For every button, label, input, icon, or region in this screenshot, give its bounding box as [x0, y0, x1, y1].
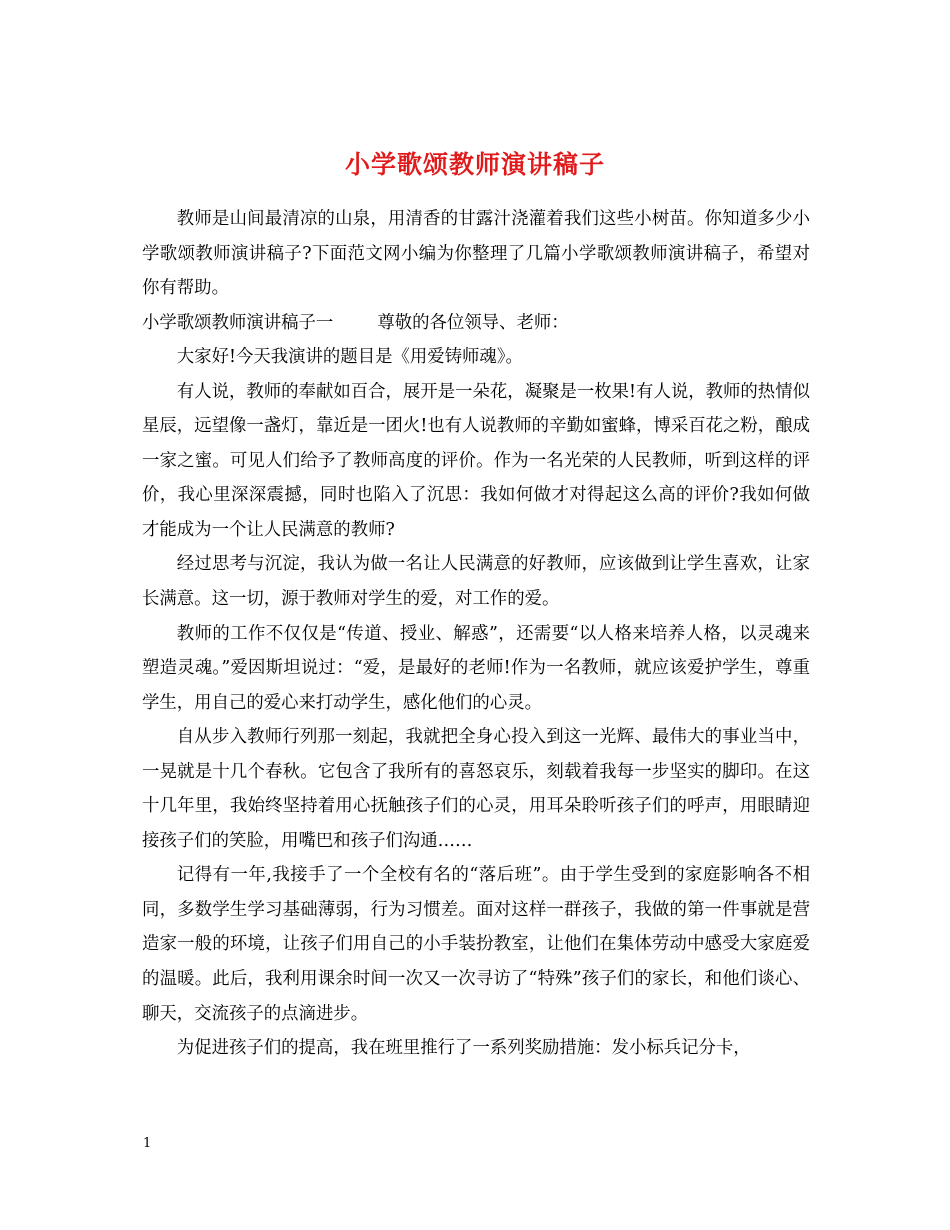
document-title: 小学歌颂教师演讲稿子	[344, 149, 605, 179]
salutation: 尊敬的各位领导、老师：	[377, 312, 569, 333]
body-paragraph-3: 经过思考与沉淀，我认为做一名让人民满意的好教师，应该做到让学生喜欢，让家长满意。这一切，源于教师对学生的爱，对工作的爱。	[142, 554, 810, 610]
body-paragraph-1: 大家好!今天我演讲的题目是《用爱铸师魂》。	[176, 347, 523, 368]
body-paragraph-4: 教师的工作不仅仅是“传道、授业、解惑”，还需要“以人格来培养人格，以灵魂来塑造灵魂。”爱因斯坦说过：“爱，是最好的老师!作为一名教师，就应该爱护学生，尊重学生，用自己的爱心来打动学生，感化他们的心灵。	[142, 623, 810, 713]
body-paragraph-7: 为促进孩子们的提高，我在班里推行了一系列奖励措施：发小标兵记分卡，	[176, 1038, 751, 1059]
body-paragraph-2: 有人说，教师的奉献如百合，展开是一朵花，凝聚是一枚果!有人说，教师的热情似星辰，远望像一盏灯，靠近是一团火!也有人说教师的辛勤如蜜蜂，博采百花之粉，酿成一家之蜜。可见人们给予了教师高度的评价。作为一名光荣的人民教师，听到这样的评价，我心里深深震撼，同时也陷入了沉思：我如何做才对得起这么高的评价?我如何做才能成为一个让人民满意的教师?	[142, 381, 810, 540]
section-heading: 小学歌颂教师演讲稿子一	[142, 312, 334, 333]
section-heading-line	[142, 306, 810, 341]
page-number: 1	[143, 1136, 152, 1151]
document-body	[142, 202, 810, 1066]
body-paragraph-5: 自从步入教师行列那一刻起，我就把全身心投入到这一光辉、最伟大的事业当中，一晃就是十几个春秋。它包含了我所有的喜怒哀乐，刻载着我每一步坚实的脚印。在这十几年里，我始终坚持着用心抚触孩子们的心灵，用耳朵聆听孩子们的呼声，用眼睛迎接孩子们的笑脸，用嘴巴和孩子们沟通……	[142, 727, 810, 851]
intro-paragraph: 教师是山间最清凉的山泉，用清香的甘露汁浇灌着我们这些小树苗。你知道多少小学歌颂教师演讲稿子?下面范文网小编为你整理了几篇小学歌颂教师演讲稿子，希望对你有帮助。	[142, 209, 810, 299]
body-paragraph-6: 记得有一年,我接手了一个全校有名的“落后班”。由于学生受到的家庭影响各不相同，多数学生学习基础薄弱，行为习惯差。面对这样一群孩子，我做的第一件事就是营造家一般的环境，让孩子们用自己的小手装扮教室，让他们在集体劳动中感受大家庭爱的温暖。此后，我利用课余时间一次又一次寻访了“特殊”孩子们的家长，和他们谈心、聊天，交流孩子的点滴进步。	[142, 865, 810, 1024]
